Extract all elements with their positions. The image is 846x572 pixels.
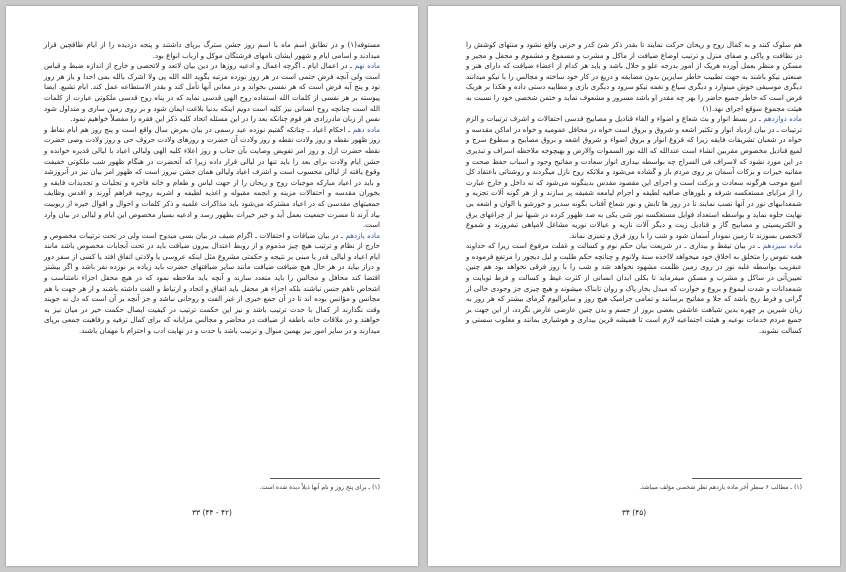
paragraph (44, 40, 380, 61)
right-page (428, 6, 840, 566)
right-page-body (466, 40, 802, 337)
footnote: (۱) ـ برای پنج روز و نام آنها ذیلاً دیده شده است. (259, 484, 380, 491)
paragraph (466, 241, 802, 336)
paragraph-text: در بسط انوار و بث شعاع و اضواء و القاء قنادیل و مصابیح قدسی احتفالات و اشرف ترتیبات و الزم ترتیبات ـ در بیان ازدیاد انوار و تکثیر اشعه و شروق و بروق است خواه در محافل عمومیه و خواه در اماکن مقدسه و خواه در شعبان تشریفات فایقه زیرا که فروغ انوار و بروق اضواء و شروق اشعه و بروق مصابیح و سطوع سرج و لمیع قنادیل مخصوص مقربین انشاء است عندالله که الله نور السموات والارض و بهیچوجه ملاحظه اسراف و تبذیری در این مورد نشود که لاسراف فی السراج چه بواسطه بیداری انوار سعادت و مفاتیح وجود و اسباب حفظ صحت و مفاتیه خیرات و برکات آسمان بر روی مردم باز و گشاده می‌شود و ملائکه روح نازل میگردند و روشنائی باعتقاد کل امیع موجب هرگونه سعادت و برکت است و اجرای این مقصود مقدس بدینگونه می‌شود که ته داخل و خارج عبارت را از مرایای مستعکسه شرفه و بلورهای صافیه لطیفه و اجرام لیامعه شفیفه پر سازند و از هر گونه آلات تجزیه و شمعدانیهای نور در آنها نصب نمایند تا در روز ها تابش و نور شعاع آفتاب بگونه سدیر و خورشو یا الوان و اشعه بی نهایت جلوه نماید و بواسطه استعداد فوایل مستعکسه نور شی یکی به صد ظهور کرده در شبها نیز از چراغهای برق و الکتریسیتی و مصابیح گاز و قنادیل زیت و دیگر آلات ناریه و عیالات نوریه مشاغل لامپاهی تبفروزند و شموع لاتحصی بسوزند تا زمین نمودار آسمان شود و شب را با روز فرق و تمیزی نماند. (466, 114, 802, 240)
paragraph (466, 114, 802, 241)
footnote-divider (692, 478, 802, 479)
section-title: ماده نهم ـ (347, 61, 380, 70)
left-page-body (44, 40, 380, 337)
paragraph (44, 231, 380, 337)
paragraph-text: هم سلوک کنند و به کمال روح و ریحان حرکت نمایند تا بقدر ذکر شئ کدر و حزنی واقع نشود و منتهای کوشش را در نظافت و پاکی و صفای منزل و ترتیب اوضاع ضیافت از ماکل و مشرب و مسموع و مشموم و محفل و مجیر و مسکن و منظر بعمل آورده هریک از امور بدرجه علو و جلال باشد و باید هر کدام از اعضاء ضیافت که دارای هنر و صنعتی نیکو باشند به جهت تطبیب خاطر سایرین بدون مضایقه و دریغ در کار خود ساخته و مجالس را با نیکو میدانند دیگری موسیقی خوش مینوازد و دیگری سیاع و نغمه نیکو سرود و دیگری بازی و مطایبه دستی داده و هکذا بر هریک فرض است که خاطر جمیع حاضر را بهر چه مقدر او باشد مسرور و مشعوف نماید و ختمن شخصی خود را نسبت به هیئت مجموع سوقع اجرای نهد.(۱) (466, 40, 802, 113)
paragraph-text: مستوفه(۱) و در تطابق اسم ماه با اسم روز جشن سترگ برپای داشتند و پنجه دزدیده را از ایام طاقچین قرار میدادند و اسامی ایام و شهور ایشان نامهای فرشتگان موکل و ارباب انواع بود. (44, 40, 380, 60)
left-page (6, 6, 418, 566)
page-number: (۴۲ - ۴۴) ۳۳ (192, 508, 232, 517)
section-title: ماده سیزدهم ـ (755, 241, 802, 250)
section-title: ماده یازدهم ـ (338, 231, 380, 240)
paragraph (44, 61, 380, 125)
paragraph-text: در اعمال ایام ـ اگرچه اعمال و ادعیه روزها در دین بیان لاتعد و لاتحصی و خارج از اندازه ضبط و قیاس است ولی آنچه فرض حتمی است در هر روز نوزده مرتبه بگوید الله الله پی ولا اشرک بالله بمی احدا و باز هر روز نود و پنج آیه فرض است که هر نفسی بخواند و در معانی آنها تأمل کند و بقدر الاستطاعه عمل کند. ایام تشیع. ایضا پیوسته بر هر نفسی از کلمات الله استفاده روح الهی قدسی نماید که در پناه روح قدسی ملکوتی عبارت از کلمات الله است چنانچه روح انسانی نیز کلیه است دویم اینکه بدنیا بلاغت ایمان شود و بر روی زمین ساری و متداول شود نفس از زبان مادرزادی هر قوم چنانکه بعد را در این مسئله اتحاد کلیه ذکر این فقره را مفصلاً خواهیم نمود. (44, 61, 380, 124)
paragraph-text: احکام اعیاد ـ چنانکه گفتیم نوزده عید رسمی در بیان بعرض سال واقع است و پنج روز هم ایام نقاط و روز ظهور نقطه و روز ولادت نقطه و روز ولادت آن حضرت و روزهای ولادت حروف حی و روز ولادت وصی حضرت نقطه حضرت ازل و روز امر تفویض وصایت بآن جناب و روز اعلاء کلیه الهی ولیالی اعیاد با لیالی قدیره خوانده و جشن ایام ولادت برای بعد را باید تنها در لیالی قرار داده زیرا که آنحضرت در هنگام ظهور شب ملکوتی خفیفت وقوع یافته از لیالی محسوب است و اشرف اعیاد ولیالی همان جشن نیروز است که ظهور امر بیان نیز در آنروزشد و باید در اعیاد مبارکه موجبات روح و ریحان را از جهت لباس و طعام و خانه فاخره و تجلیات و تجدیدات فایقه و بخوران مقدسه و احتفالات مزینه و انجمه مقبوله و اغذیه لطیفه و اشربه روحیه فراهم آورند و اقدس وظایف جمعیتهای مقدسی که در اعیاد مشترکه می‌شود باید مذاکرات علمیه و ذکر کلمات و احوال و اقوال خیره از ربوبیت بیاد آرند تا مسرت جمعیت بعمل آید و خیر خیرات بظهور رسد و ادعیه بسیار مخصوص این ایام و لیالی در بیان وارد است. (44, 124, 380, 230)
page-number: (۴۵) ۳۴ (621, 508, 647, 517)
paragraph-text: در بیان ضیافات و احتفالات ـ اگرام ضیف در بیان بسی میدوح است ولی در تحت ترتیبات مخصوص و خارج از نظام و ترتیب هیچ چیز مذموم و از روبط اعتدال بیرون ضیافت باید در تحت آبجابات مخصوص باشد مانند ایام اعیاد و لیالی قدر یا مبنی بر نتیجه و حکمتی مشروع مثل اینکه عروسی یا ولادتی اتفاق افتد یا کسی از سفر دور و دراز بیاید در هر حال هیچ ضیافت ضیافت مانند سایر ضیافتهای حضرت باید زیاده بر نوزده نفر باشد و اگر بیشتر اقتضا کند محافل و مجالس را باید متعدد سازند و آنچه باید ملاحظه نمود که در هیچ محفل اجزاء نامتناسب و اشخاص ناهم جنس نباشند بلکه اجزاء هر محفل باید اتفاق و اتحاد و ارتباط و الفت داشته باشند و از هر جهت با هم مجانس و مؤانس بوده اند تا در آن جمع خبری از غیر الفت و روحانی نباشد و جز آنچه بر آن است که دل نه جویند وقت نگذارند از کمال با حدت ترتیب باشد و نیز این حکمت ترتیب در کیفیت ایصال حکمت خیر در میان نیز به خواهند و در ملاقات خانه باطفه از ضیافت در محاضر و مجالس مزایانه که برای کمال ترفیه و رفاهیت جمعی برپای میدارند و در سایر امور نیز بهمین منوال و ترتیب باشد با حدت و در نهایت ادب و احترام با مهمان باشند. (44, 230, 380, 336)
paragraph-text: در بیان تیقظ و بیداری ـ در شریعت بیان حکم نوم و کسالت و غفلت مرفوع است زیرا که خداوند همه نفوس را متخلق به اخلاق خود میخواهد لااخذه سنة ولانوم و چنانچه حکم طلبت و لیل دیجور را مرتفع فرموده و عنقریب بواسطه غلبه نور در روی زمین ظلمت مشهود نخواهد شد و شب را با روز فرقی نخواهد بود هم چنین تعیین‌آتی در ساکل و مشرب و مسکن میفرماید تا بکلی ابدان انسانی از کثرت غیظ و کسالت و فرط ثوبایت و شمعدانات و شدت لیموع و بروع و خوارت که مبدل بخار پاک و روان تابناک میشوند و هیچ چیزی جز وجودی خالی از گرانی و فرط ربخ باشد که جلا و مفاتیح برسانند و تمامی جرامیک هیچ روز و سایرالیوم گرمای بیشتر که هر روز به زبان شیرین بر چهره بدین شباهت عاشقی بعضی بروز از جسم و بدن چنین عارضی عارض نگردد، از این جهت بر جمیع مردم خدمات نوعیه و هیئت اجتماعیه لازم است تا همیشه قرین بیداری و هوشیاری بمانند و مغلوب سستی و کسالت نشوند. (466, 241, 802, 336)
footnote: (۱) ـ مطالب ۶ سطر آخر ماده یازدهم نظر شخصی مؤلف میباشد. (639, 484, 802, 491)
section-title: ماده دوازدهم ـ (756, 114, 802, 123)
section-title: ماده دهم ـ (345, 125, 380, 134)
paragraph (466, 40, 802, 114)
paragraph (44, 125, 380, 231)
footnote-divider (270, 478, 380, 479)
